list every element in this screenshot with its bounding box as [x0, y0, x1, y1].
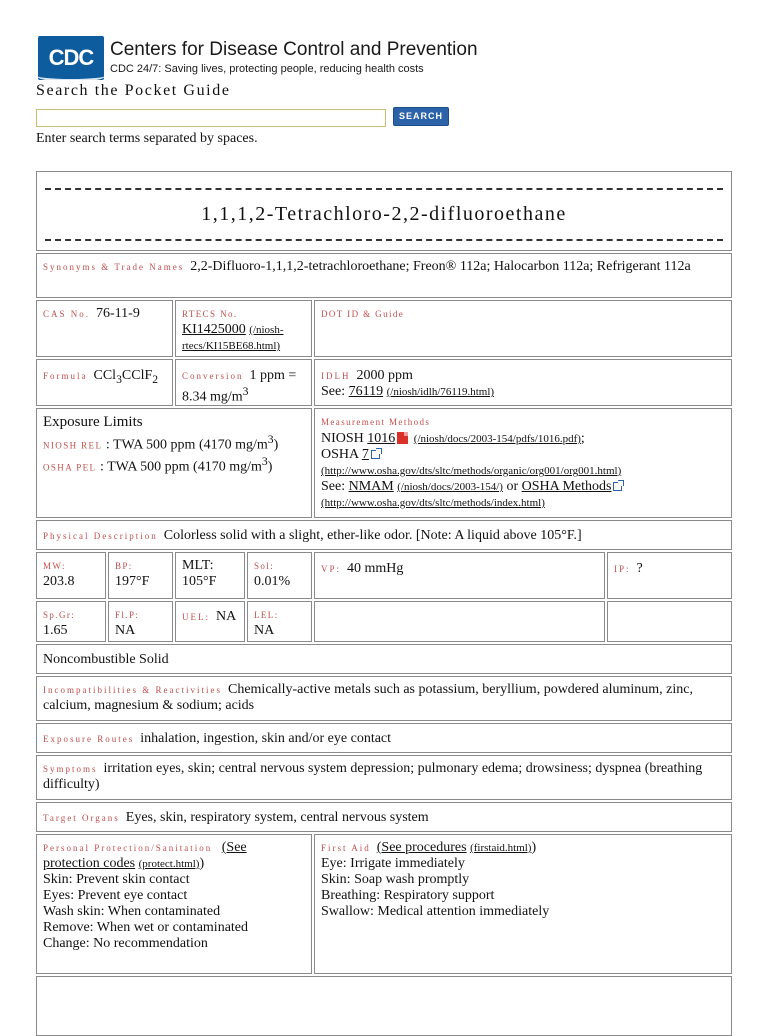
vp-label: VP: [321, 564, 342, 574]
sol-label: Sol: [254, 561, 275, 571]
ppe-line: Eyes: Prevent eye contact [43, 888, 188, 903]
fa-line: Eye: Irrigate immediately [321, 856, 465, 871]
physical-description-box [36, 520, 732, 550]
flp-value: NA [115, 623, 136, 638]
org-name: Centers for Disease Control and Prevention [110, 39, 478, 60]
title-divider-bottom [45, 239, 723, 241]
fa-url[interactable]: (firstaid.html) [470, 842, 532, 854]
formula-value: CCl$_3$CClF$_2$ [93, 368, 159, 386]
ip-box [607, 552, 732, 599]
routes-value: inhalation, ingestion, skin and/or eye contact [140, 731, 392, 746]
combustibility-box [36, 644, 732, 674]
exposure-limits-box [36, 408, 312, 518]
ppe-line: Change: No recommendation [43, 936, 208, 951]
mw-label: MW: [43, 561, 66, 571]
mm-nmam-link[interactable]: NMAM [348, 479, 394, 494]
bp-value: 197°F [115, 574, 150, 589]
bp-box [108, 552, 173, 599]
external-link-icon [371, 450, 380, 459]
routes-label: Exposure Routes [43, 734, 135, 744]
dot-label: DOT ID & Guide [321, 309, 405, 319]
mm-osha-methods-url-line [321, 495, 725, 511]
mm-osha-line: OSHA 7 [321, 447, 725, 463]
empty-cell-a [314, 601, 605, 642]
mlt-value: 105°F [182, 574, 217, 589]
fa-line: Skin: Soap wash promptly [321, 872, 470, 887]
bottom-box [36, 976, 732, 1036]
mm-niosh-link[interactable]: 1016 [367, 431, 396, 446]
spgr-label: Sp.Gr: [43, 610, 76, 620]
target-organs-box [36, 802, 732, 832]
bp-label: BP: [115, 561, 133, 571]
chemical-title-box [36, 171, 732, 251]
lel-box [247, 601, 312, 642]
formula-label: Formula [43, 371, 88, 381]
mm-niosh-line: NIOSH 1016 (/niosh/docs/2003-154/pdfs/1016.pdf); [321, 431, 585, 446]
mm-see-line: See: NMAM (/niosh/docs/2003-154/) or OSHA Methods [321, 479, 725, 495]
mm-osha-link[interactable]: 7 [361, 447, 369, 462]
search-input[interactable] [36, 109, 386, 127]
uel-box [175, 601, 245, 642]
niosh-rel: NIOSH REL : TWA 500 ppm (4170 $mg/m^3$) [43, 433, 279, 453]
fa-line: Swallow: Medical attention immediately [321, 904, 550, 919]
mm-osha-url-line [321, 463, 725, 479]
osha-pel: OSHA PEL : TWA 500 ppm (4170 $mg/m^3$) [43, 454, 273, 475]
cdc-header [38, 36, 478, 82]
idlh-label: IDLH [321, 371, 351, 381]
search-button[interactable]: SEARCH [393, 107, 449, 126]
ppe-line: Skin: Prevent skin contact [43, 872, 190, 887]
physical-value: Colorless solid with a slight, ether-like odor. [Note: A liquid above 105°F.] [163, 528, 582, 543]
rtecs-url[interactable]: (/niosh-rtecs/KI15BE68.html) [182, 324, 284, 352]
flp-box [108, 601, 173, 642]
mw-box [36, 552, 106, 599]
conversion-label: Conversion [182, 371, 244, 381]
first-aid-box [314, 834, 732, 974]
mlt-label: MLT: [182, 558, 214, 573]
mm-osha-methods-url[interactable]: (http://www.osha.gov/dts/sltc/methods/index.html) [321, 497, 545, 509]
mm-osha-methods-link[interactable]: OSHA Methods [521, 479, 612, 494]
exposure-title: Exposure Limits [43, 414, 143, 430]
idlh-link[interactable]: 76119 [348, 384, 384, 399]
personal-protection-box [36, 834, 312, 974]
search-hint: Enter search terms separated by spaces. [36, 131, 258, 146]
mm-niosh-url[interactable]: (/niosh/docs/2003-154/pdfs/1016.pdf) [413, 433, 581, 445]
formula-box [36, 359, 173, 406]
lel-label: LEL: [254, 610, 279, 620]
target-value: Eyes, skin, respiratory system, central nervous system [125, 810, 429, 825]
fa-link[interactable]: (See procedures [376, 840, 467, 855]
conversion-value-a: 1 ppm = [249, 368, 297, 383]
symptoms-label: Symptoms [43, 764, 98, 774]
cas-value: 76-11-9 [96, 306, 140, 321]
conversion-value-b: 8.34 $mg/m^3$ [182, 385, 249, 405]
pdf-icon [397, 432, 408, 444]
combustibility-value: Noncombustible Solid [43, 652, 169, 667]
search-title: Search the Pocket Guide [36, 82, 231, 99]
fa-line: Breathing: Respiratory support [321, 888, 495, 903]
physical-label: Physical Description [43, 531, 158, 541]
lel-value: NA [254, 623, 275, 638]
symptoms-value: irritation eyes, skin; central nervous system depression; pulmonary edema; drowsiness; dyspnea (breathing difficulty) [43, 761, 703, 792]
sol-value: 0.01% [254, 574, 291, 589]
spgr-box [36, 601, 106, 642]
ppe-line: Wash skin: When contaminated [43, 904, 221, 919]
mm-nmam-url[interactable]: (/niosh/docs/2003-154/) [397, 481, 503, 493]
sol-box [247, 552, 312, 599]
idlh-box [314, 359, 732, 406]
ppe-link[interactable]: (See protection codes [43, 840, 247, 871]
ppe-line: Remove: When wet or contaminated [43, 920, 249, 935]
target-label: Target Organs [43, 813, 120, 823]
uel-label: UEL: [182, 612, 210, 622]
synonyms-box [36, 253, 732, 298]
fa-label: First Aid [321, 843, 371, 853]
logo-arc-icon [36, 69, 106, 82]
empty-cell-b [607, 601, 732, 642]
cas-box [36, 300, 173, 357]
synonyms-label: Synonyms & Trade Names [43, 262, 185, 272]
chemical-name: 1,1,1,2-Tetrachloro-2,2-difluoroethane [201, 203, 567, 225]
exposure-routes-box [36, 723, 732, 753]
ip-label: IP: [614, 564, 631, 574]
fa-header: First Aid (See procedures (firstaid.html)) [321, 840, 537, 855]
vp-value: 40 mmHg [347, 561, 404, 576]
idlh-see: See: 76119 (/niosh/idlh/76119.html) [321, 384, 495, 399]
ppe-label: Personal Protection/Sanitation [43, 843, 213, 853]
idlh-url[interactable]: (/niosh/idlh/76119.html) [386, 386, 495, 398]
idlh-value: 2000 ppm [356, 368, 413, 383]
mlt-box [175, 552, 245, 599]
incompat-value: Chemically-active metals such as potassium, beryllium, powdered aluminum, zinc, calcium, magnesium & sodium; acids [43, 682, 693, 713]
incompatibilities-box [36, 676, 732, 721]
rtecs-box [175, 300, 312, 357]
synonyms-value: 2,2-Difluoro-1,1,1,2-tetrachloroethane; Freon® 112a; Halocarbon 112a; Refrigerant 112a [190, 259, 691, 274]
uel-value: NA [216, 609, 237, 624]
tagline: CDC 24/7: Saving lives, protecting people, reducing health costs [110, 63, 424, 75]
title-divider-top [45, 188, 723, 190]
spgr-value: 1.65 [43, 623, 68, 638]
incompat-label: Incompatibilities & Reactivities [43, 685, 222, 695]
cdc-logo-text: CDC [48, 45, 94, 70]
dot-box [314, 300, 732, 357]
rtecs-label: RTECS No. [182, 309, 238, 319]
ip-value: ? [636, 561, 643, 576]
ppe-url[interactable]: (protect.html) [138, 858, 200, 870]
symptoms-box [36, 755, 732, 800]
mw-value: 203.8 [43, 574, 75, 589]
rtecs-link[interactable]: KI1425000 [182, 322, 246, 337]
cas-label: CAS No. [43, 309, 91, 319]
measurement-label: Measurement Methods [321, 417, 431, 427]
mm-osha-url[interactable]: (http://www.osha.gov/dts/sltc/methods/organic/org001/org001.html) [321, 465, 622, 477]
external-link-icon [613, 482, 622, 491]
vp-box [314, 552, 605, 599]
ppe-header: Personal Protection/Sanitation (See protection codes (protect.html)) [43, 840, 247, 871]
flp-label: Fl.P: [115, 610, 140, 620]
measurement-methods-box [314, 408, 732, 518]
cdc-logo[interactable] [38, 36, 104, 80]
conversion-box [175, 359, 312, 406]
